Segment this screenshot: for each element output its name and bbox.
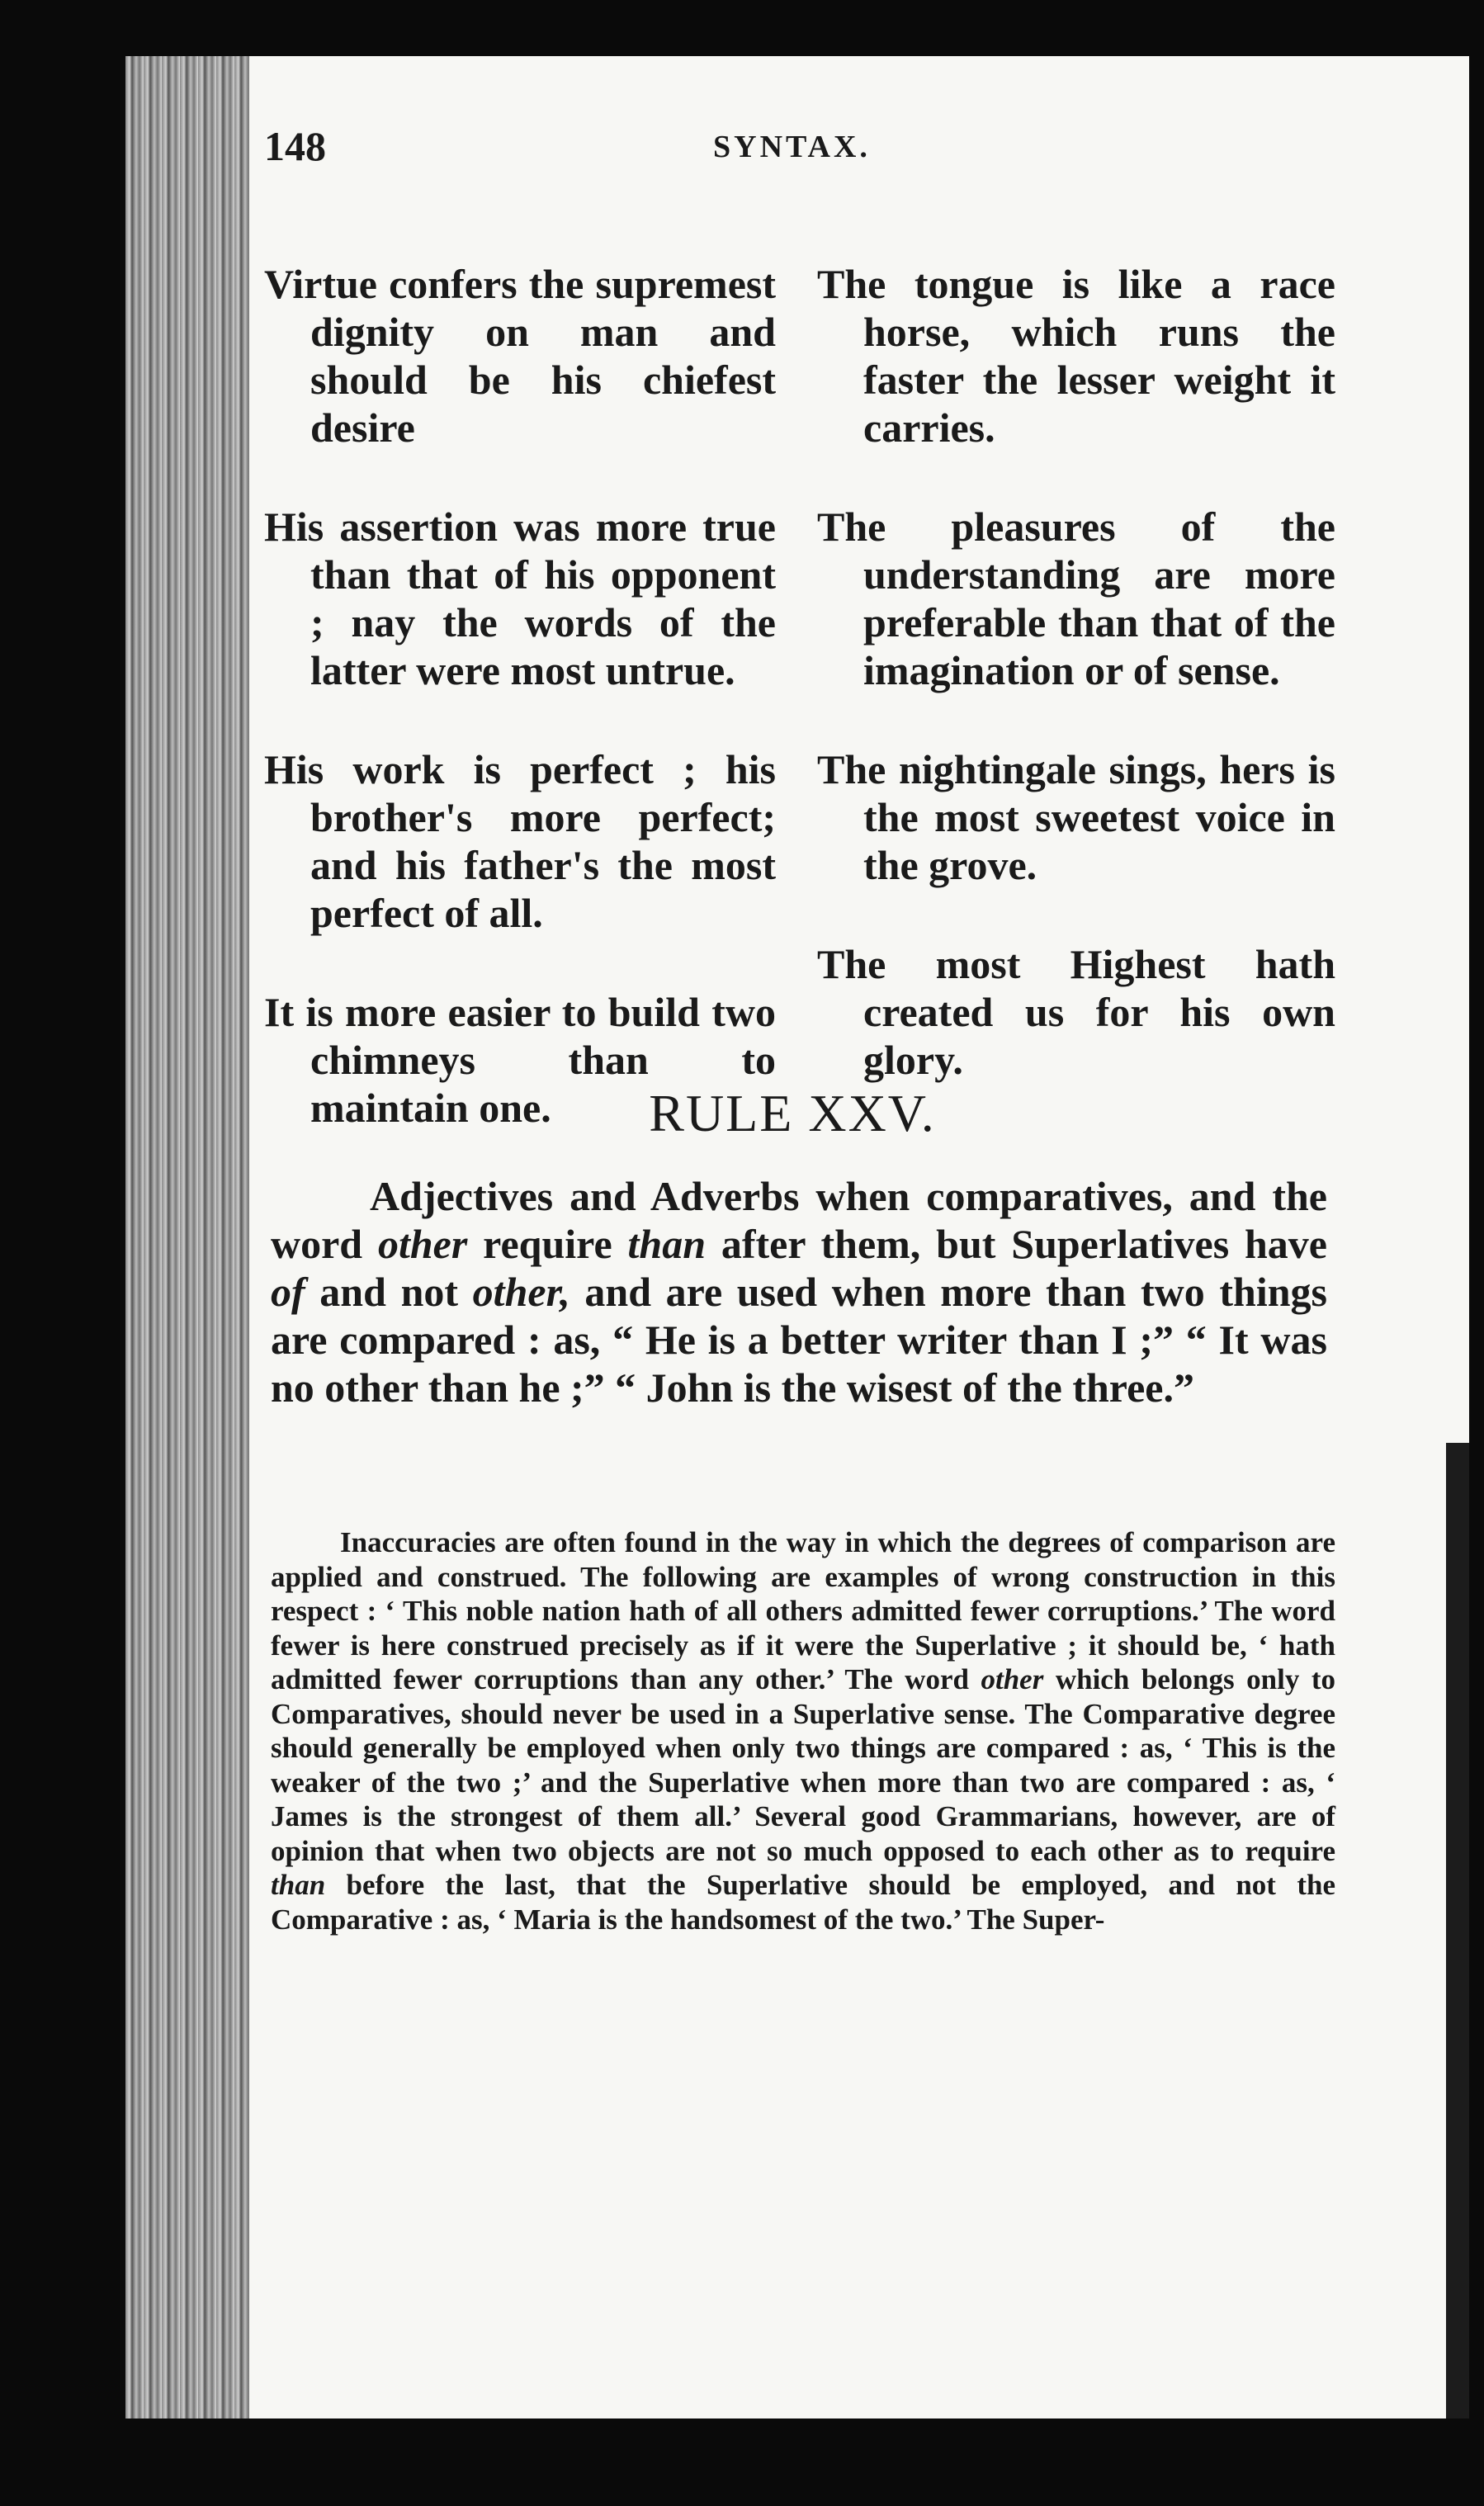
rule-text-segment: Adjectives and Adverbs when comparatives, and the word xyxy=(271,1173,1327,1267)
running-head: SYNTAX. xyxy=(713,130,871,164)
note-text-segment: before the last, that the Superlative should be employed, and not the Comparative : as, ‘ Maria is the handsomest of the two.’ The Super- xyxy=(271,1869,1335,1936)
rule-note-paragraph xyxy=(271,1525,1335,1936)
rule-text-segment: and not xyxy=(305,1269,473,1315)
example-sentence: The nightingale sings, hers is the most sweetest voice in the grove. xyxy=(817,746,1335,888)
rule-text-segment: require xyxy=(467,1221,628,1267)
page-gutter-edge xyxy=(125,56,249,2419)
rule-text-segment: and are used when more than two things are compared : as, “ He is a better writer than I ;” “ It was no other than he ;” “ John is the wisest of the three.” xyxy=(271,1269,1327,1411)
rule-text-segment: after them, but Superlatives have xyxy=(706,1221,1327,1267)
rule-italic-word: than xyxy=(627,1221,707,1267)
example-sentence: The pleasures of the understanding are more preferable than that of the imagination or of sense. xyxy=(817,504,1335,693)
examples-right-column xyxy=(817,260,1335,1135)
rule-italic-word: other xyxy=(377,1221,468,1267)
note-text-segment: Inaccuracies are often found in the way in which the degrees of comparison are applied and construed. The following are examples of wrong construction in this respect : ‘ This noble nation hath of all others admitted fewer corruptions.’ The word fewer is here construed precisely as if it were the Superlative ; it should be, ‘ hath admitted fewer corruptions than any other.’ The word xyxy=(271,1526,1335,1695)
rule-heading: RULE XXV. xyxy=(649,1084,936,1142)
page-header xyxy=(264,122,1329,180)
note-italic-word: than xyxy=(271,1869,326,1901)
right-edge-shadow xyxy=(1446,1443,1469,2419)
example-sentence: His assertion was more true than that of his opponent ; nay the words of the latter were most untrue. xyxy=(264,504,776,693)
note-italic-word: other xyxy=(981,1663,1044,1695)
example-sentence: Virtue confers the supremest dignity on man and should be his chiefest desire xyxy=(264,261,776,451)
example-sentence: His work is perfect ; his brother's more perfect; and his father's the most perfect of all. xyxy=(264,746,776,936)
example-sentence: The tongue is like a race horse, which runs the faster the lesser weight it carries. xyxy=(817,261,1335,451)
note-text-segment: which belongs only to Comparatives, should never be used in a Superlative sense. The Comparative degree should generally be employed when only two things are compared : as, ‘ This is the weaker of the two ;’ and the Superlative when more than two are compared : as, ‘ James is the strongest of them all.’ Several good Grammarians, however, are of opinion that when two objects are not so much opposed to each other as to require xyxy=(271,1663,1335,1867)
page-number: 148 xyxy=(264,123,326,169)
example-sentence: The most Highest hath created us for his own glory. xyxy=(817,941,1335,1083)
rule-italic-word: of xyxy=(271,1269,305,1315)
rule-statement xyxy=(271,1172,1327,1411)
example-sentence: It is more easier to build two chimneys than to maintain one. xyxy=(264,989,776,1131)
rule-italic-word: other, xyxy=(472,1269,570,1315)
examples-left-column xyxy=(264,260,776,1183)
